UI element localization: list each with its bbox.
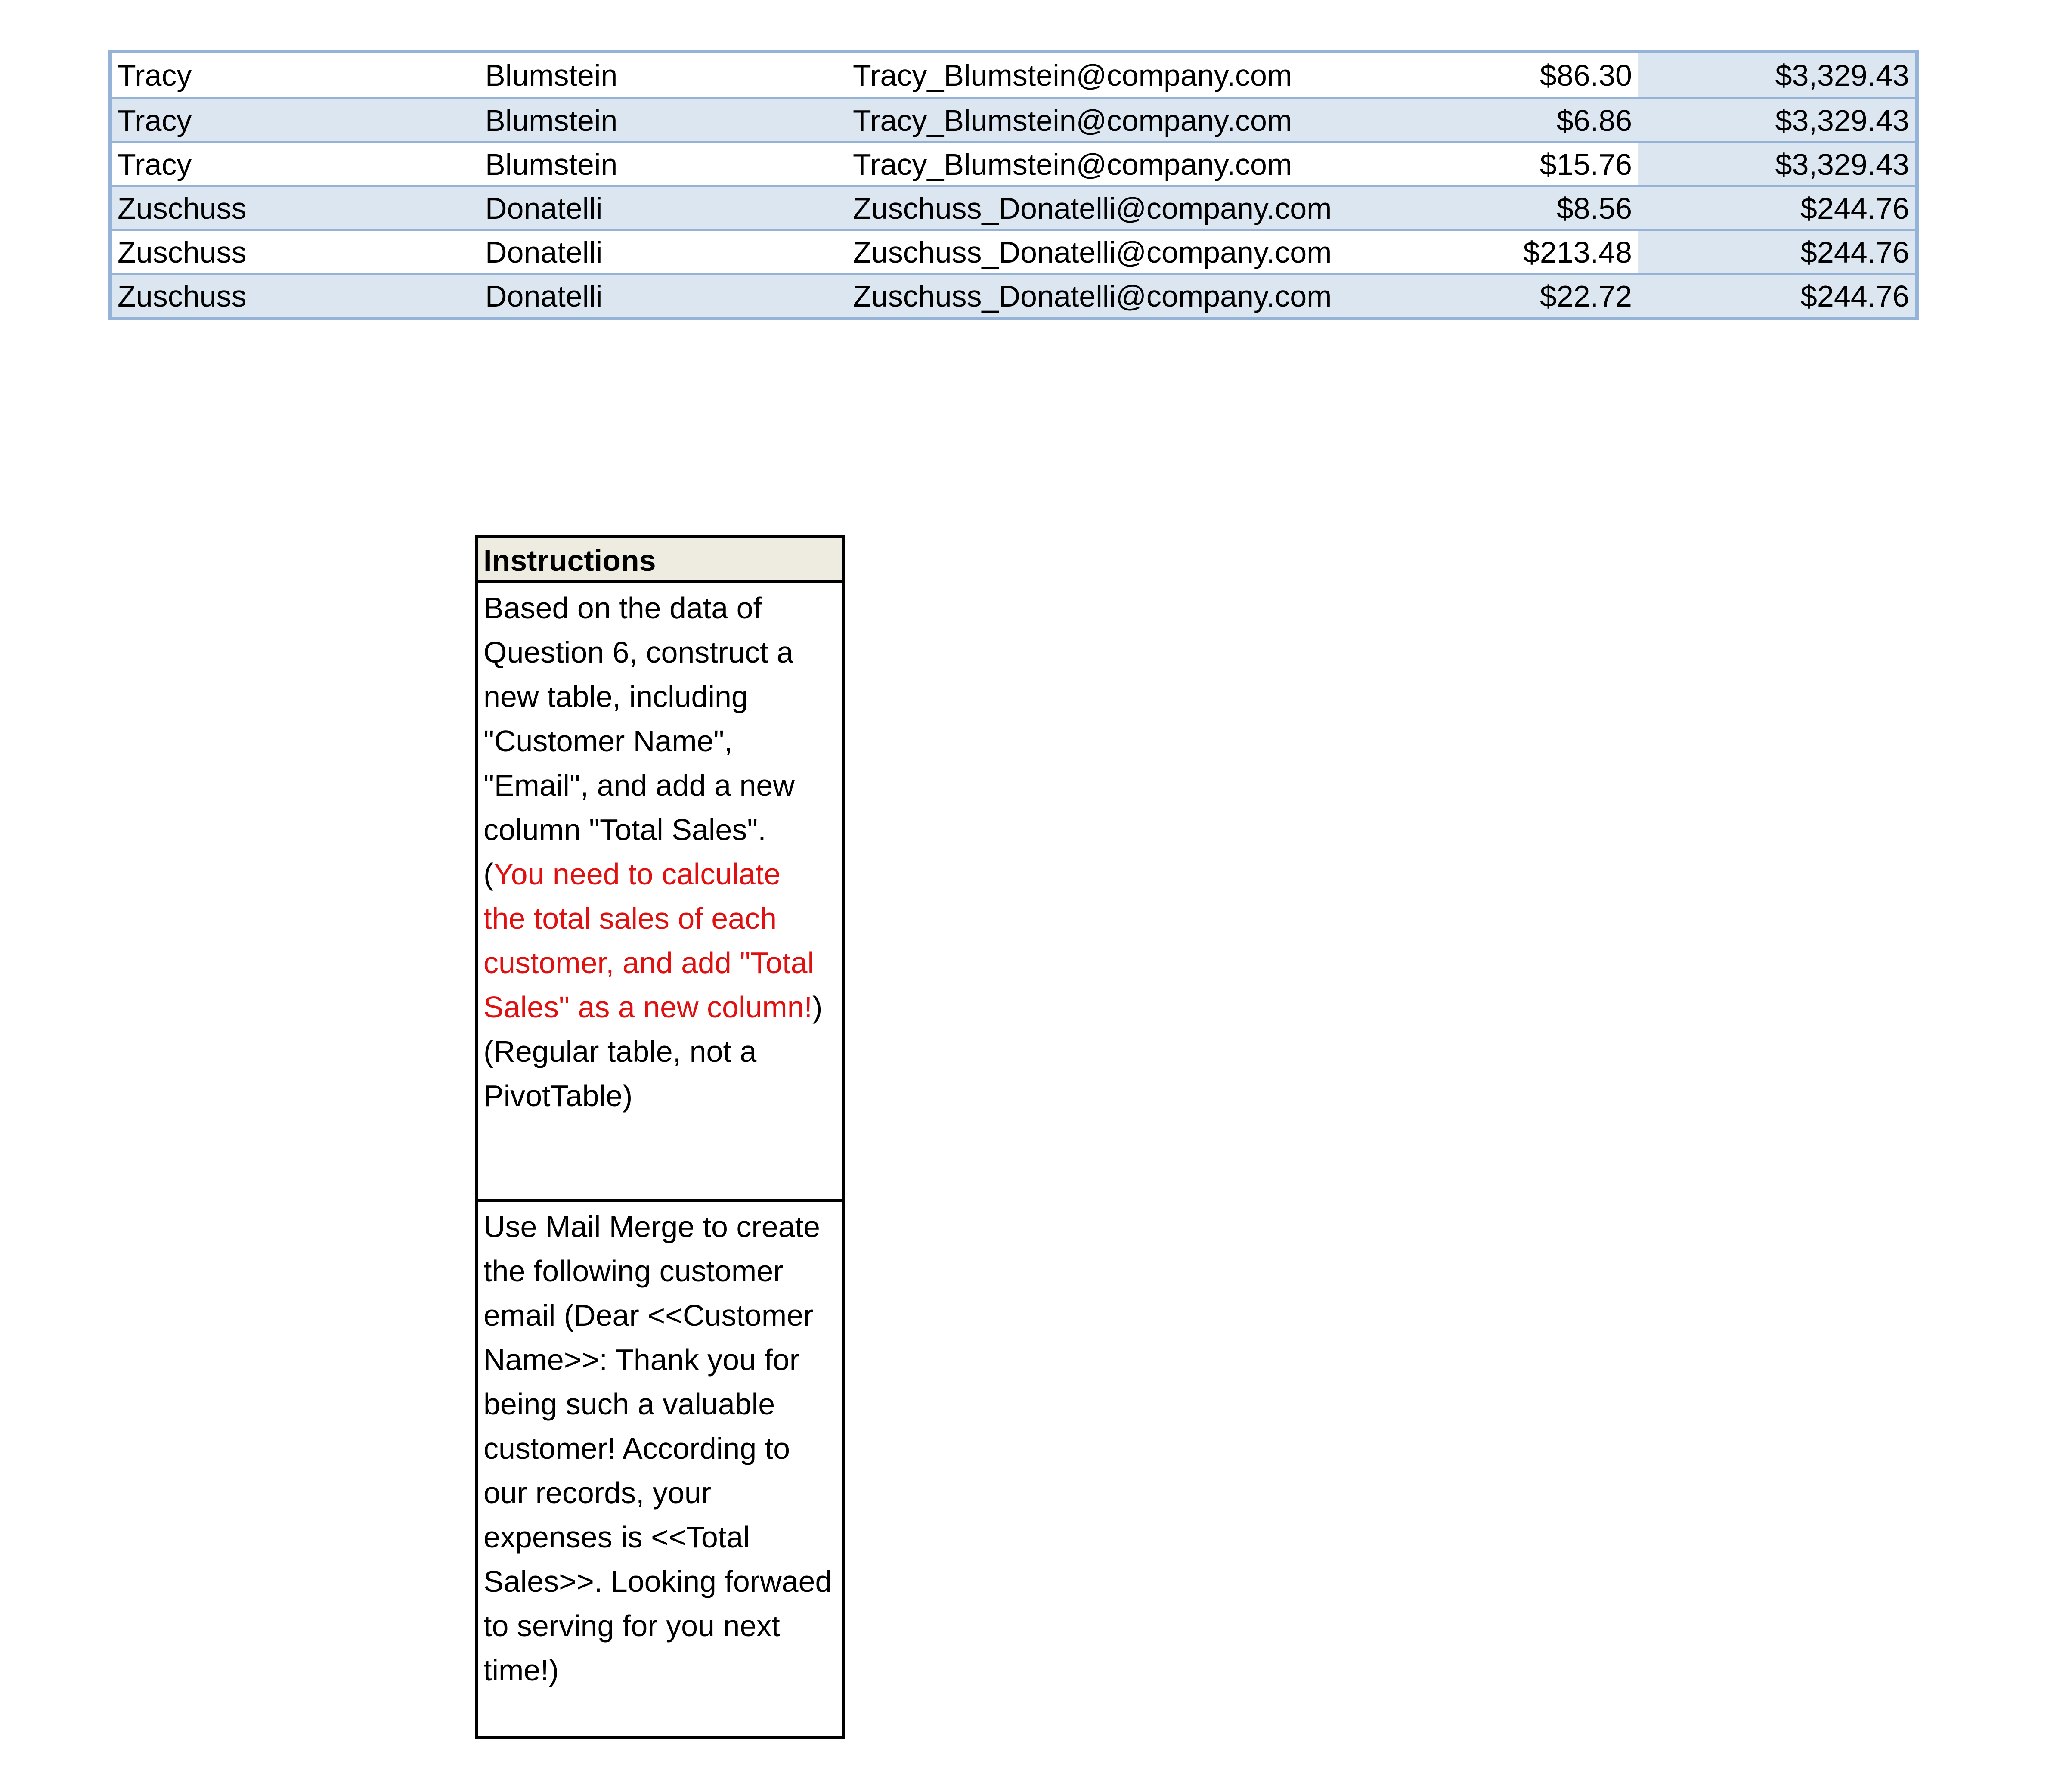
table-row — [112, 273, 1915, 317]
cell-amount[interactable]: $22.72 — [1539, 279, 1632, 313]
instruction-line: Use Mail Merge to create — [483, 1210, 820, 1243]
cell-last-name[interactable]: Donatelli — [485, 279, 603, 313]
instruction-line: to serving for you next — [483, 1609, 780, 1643]
instruction-line: time!) — [483, 1653, 559, 1687]
cell-total-sales[interactable]: $244.76 — [1638, 231, 1915, 273]
instruction-line: new table, including — [483, 680, 748, 713]
cell-amount[interactable]: $15.76 — [1539, 147, 1632, 181]
emphasis-text: Sales" as a new column! — [483, 990, 813, 1024]
cell-email[interactable]: Zuschuss_Donatelli@company.com — [853, 191, 1332, 225]
instruction-line: "Customer Name", — [483, 724, 733, 758]
instructions-task-table[interactable] — [478, 583, 842, 1202]
data-table — [108, 50, 1919, 320]
cell-first-name[interactable]: Tracy — [118, 103, 192, 137]
instruction-line: "Email", and add a new — [483, 769, 795, 802]
instruction-line: Sales>>. Looking forwaed — [483, 1565, 832, 1598]
instruction-line: PivotTable) — [483, 1079, 633, 1113]
table-row — [112, 229, 1915, 273]
instruction-line: Question 6, construct a — [483, 636, 793, 669]
instruction-line: customer! According to — [483, 1432, 790, 1465]
instructions-task-mail-merge[interactable] — [478, 1202, 842, 1736]
cell-email[interactable]: Tracy_Blumstein@company.com — [853, 147, 1292, 181]
cell-email[interactable]: Zuschuss_Donatelli@company.com — [853, 235, 1332, 269]
instruction-line: column "Total Sales". — [483, 813, 766, 846]
cell-last-name[interactable]: Donatelli — [485, 235, 603, 269]
table-row — [112, 185, 1915, 229]
table-row — [112, 53, 1915, 97]
emphasis-text: customer, and add "Total — [483, 946, 815, 980]
instruction-line: expenses is <<Total — [483, 1520, 750, 1554]
cell-first-name[interactable]: Tracy — [118, 147, 192, 181]
instructions-header[interactable]: Instructions — [478, 538, 842, 583]
cell-email[interactable]: Tracy_Blumstein@company.com — [853, 59, 1292, 92]
cell-last-name[interactable]: Donatelli — [485, 191, 603, 225]
cell-amount[interactable]: $8.56 — [1556, 191, 1632, 225]
paren-close: ) — [812, 990, 823, 1024]
cell-first-name[interactable]: Tracy — [118, 59, 192, 92]
instruction-line: Name>>: Thank you for — [483, 1343, 800, 1377]
cell-amount[interactable]: $213.48 — [1523, 235, 1632, 269]
cell-last-name[interactable]: Blumstein — [485, 147, 618, 181]
instruction-line: Based on the data of — [483, 591, 762, 625]
cell-total-sales[interactable]: $244.76 — [1638, 275, 1915, 317]
cell-first-name[interactable]: Zuschuss — [118, 279, 247, 313]
cell-first-name[interactable]: Zuschuss — [118, 191, 247, 225]
instruction-line: (Regular table, not a — [483, 1035, 757, 1068]
instruction-line — [483, 985, 836, 1029]
cell-amount[interactable]: $86.30 — [1539, 59, 1632, 92]
cell-total-sales[interactable]: $3,329.43 — [1638, 143, 1915, 185]
table-row — [112, 97, 1915, 141]
emphasis-text: the total sales of each — [483, 902, 777, 935]
emphasis-text: You need to calculate — [493, 857, 781, 891]
instruction-line — [483, 852, 836, 896]
cell-total-sales[interactable]: $3,329.43 — [1638, 53, 1915, 97]
instructions-box — [475, 535, 845, 1739]
cell-total-sales[interactable]: $244.76 — [1638, 187, 1915, 229]
instruction-line: the following customer — [483, 1254, 784, 1288]
cell-email[interactable]: Zuschuss_Donatelli@company.com — [853, 279, 1332, 313]
table-row — [112, 141, 1915, 185]
cell-first-name[interactable]: Zuschuss — [118, 235, 247, 269]
cell-last-name[interactable]: Blumstein — [485, 59, 618, 92]
cell-email[interactable]: Tracy_Blumstein@company.com — [853, 103, 1292, 137]
cell-total-sales[interactable]: $3,329.43 — [1638, 99, 1915, 141]
instruction-line: our records, your — [483, 1476, 712, 1510]
cell-last-name[interactable]: Blumstein — [485, 103, 618, 137]
instruction-line: being such a valuable — [483, 1387, 775, 1421]
instruction-line: email (Dear <<Customer — [483, 1299, 814, 1332]
cell-amount[interactable]: $6.86 — [1556, 103, 1632, 137]
paren-open: ( — [483, 857, 494, 891]
